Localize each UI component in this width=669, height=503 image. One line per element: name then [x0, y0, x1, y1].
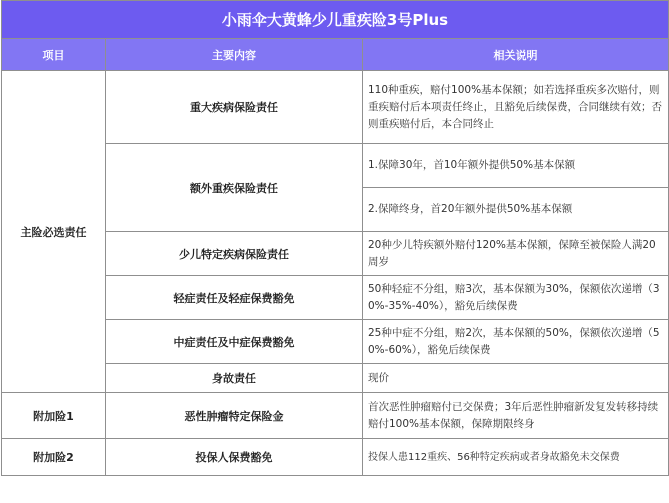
header-project: 项目 [2, 39, 106, 71]
table-row [2, 439, 669, 476]
desc-mild-illness: 50种轻症不分组，赔3次，基本保额为30%，保额依次递增（30%-35%-40%），豁免后续保费 [363, 276, 669, 320]
desc-malignant-tumor: 首次恶性肿瘤赔付已交保费；3年后恶性肿瘤新发复发转移持续赔付100%基本保额，保障期限终身 [363, 393, 669, 439]
item-death-benefit: 身故责任 [106, 364, 363, 393]
table-row [2, 393, 669, 439]
item-policyholder-waiver: 投保人保费豁免 [106, 439, 363, 476]
desc-critical-illness: 110种重疾，赔付100%基本保额；如若选择重疾多次赔付，则重疾赔付后本项责任终止，且豁免后续保费，合同继续有效；否则重疾赔付后，本合同终止 [363, 71, 669, 144]
category-addon-1: 附加险1 [2, 393, 106, 439]
desc-child-specific-disease: 20种少儿特疾额外赔付120%基本保额，保障至被保险人满20周岁 [363, 232, 669, 276]
desc-extra-critical-illness-b: 2.保障终身，首20年额外提供50%基本保额 [363, 188, 669, 232]
category-addon-2: 附加险2 [2, 439, 106, 476]
desc-death-benefit: 现价 [363, 364, 669, 393]
desc-extra-critical-illness-a: 1.保障30年，首10年额外提供50%基本保额 [363, 144, 669, 188]
table-header-row [2, 39, 669, 71]
table-row [2, 71, 669, 144]
desc-moderate-illness: 25种中症不分组，赔2次，基本保额的50%，保额依次递增（50%-60%），豁免后续保费 [363, 320, 669, 364]
item-malignant-tumor: 恶性肿瘤特定保险金 [106, 393, 363, 439]
insurance-table [1, 0, 669, 476]
category-main-required: 主险必选责任 [2, 71, 106, 393]
item-moderate-illness: 中症责任及中症保费豁免 [106, 320, 363, 364]
table-title: 小雨伞大黄蜂少儿重疾险3号Plus [2, 1, 669, 39]
header-description: 相关说明 [363, 39, 669, 71]
item-child-specific-disease: 少儿特定疾病保险责任 [106, 232, 363, 276]
item-critical-illness: 重大疾病保险责任 [106, 71, 363, 144]
item-mild-illness: 轻症责任及轻症保费豁免 [106, 276, 363, 320]
header-main-content: 主要内容 [106, 39, 363, 71]
desc-policyholder-waiver: 投保人患112重疾、56种特定疾病或者身故豁免未交保费 [363, 439, 669, 476]
item-extra-critical-illness: 额外重疾保险责任 [106, 144, 363, 232]
